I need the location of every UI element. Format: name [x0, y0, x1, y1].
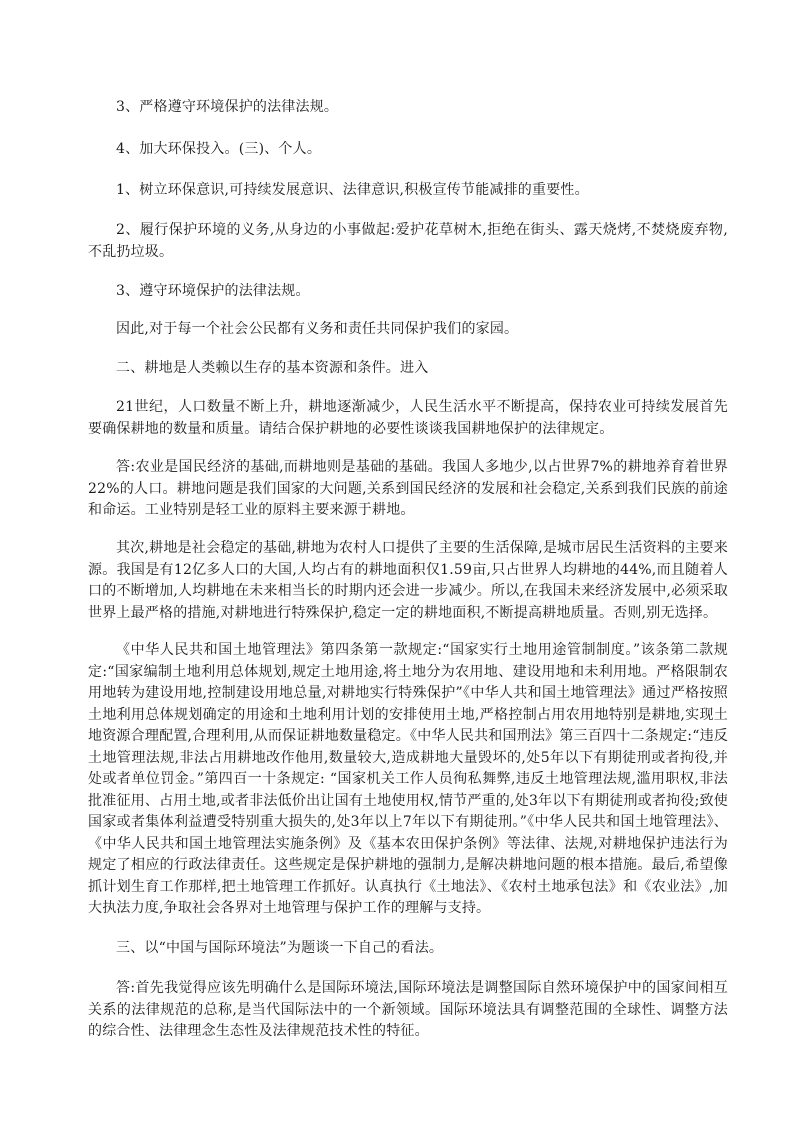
paragraph-10: 其次,耕地是社会稳定的基础,耕地为农村人口提供了主要的生活保障,是城市居民生活资料的主要来源。我国是有12亿多人口的大国,人均占有的耕地面积仅1.59亩,只占世界人均耕地的44%,而且随着人口的不断增加,人均耕地在未来相当长的时期内还会进一步减少。所以,在我国未来经济发展中,必须采取世界上最严格的措施,对耕地进行特殊保护,稳定一定的耕地面积,不断提高耕地质量。否则,别无选择。 — [88, 540, 728, 621]
paragraph-13: 答:首先我觉得应该先明确什么是国际环境法,国际环境法是调整国际自然环境保护中的国家间相互关系的法律规范的总称,是当代国际法中的一个新领域。国际环境法具有调整范围的全球性、调整方法的综合性、法律理念生态性及法律规范技术性的特征。 — [88, 980, 728, 1039]
paragraph-8: 21世纪，人口数量不断上升，耕地逐渐减少，人民生活水平不断提高，保持农业可持续发展首先要确保耕地的数量和质量。请结合保护耕地的必要性谈谈我国耕地保护的法律规定。 — [88, 399, 728, 437]
paragraph-3: 1、树立环保意识,可持续发展意识、法律意识,积极宣传节能减排的重要性。 — [116, 182, 589, 198]
section-heading-2: 二、耕地是人类赖以生存的基本资源和条件。进入 — [116, 360, 429, 376]
section-heading-3: 三、以“中国与国际环境法”为题谈一下自己的看法。 — [116, 940, 444, 956]
paragraph-2: 4、加大环保投入。(三)、个人。 — [116, 141, 322, 157]
paragraph-9: 答:农业是国民经济的基础,而耕地则是基础的基础。我国人多地少,以占世界7%的耕地养育着世界22%的人口。耕地问题是我们国家的大问题,关系到国民经济的发展和社会稳定,关系到我们民族的前途和命运。工业特别是轻工业的原料主要来源于耕地。 — [88, 459, 728, 518]
paragraph-5: 3、遵守环境保护的法律法规。 — [116, 283, 310, 299]
paragraph-6: 因此,对于每一个社会公民都有义务和责任共同保护我们的家园。 — [116, 321, 519, 337]
paragraph-11: 《中华人民共和国土地管理法》第四条第一款规定:“国家实行土地用途管制制度。”该条第二款规定:“国家编制土地利用总体规划,规定土地用途,将土地分为农用地、建设用地和未利用地。严格限制农用地转为建设用地,控制建设用地总量,对耕地实行特殊保护”《中华人共和国土地管理法》通过严格按照土地利用总体规划确定的用途和土地利用计划的安排使用土地,严格控制占用农用地特别是耕地,实现土地资源合理配置,合理利用,从而保证耕地数量稳定。《中华人民共和国刑法》第三百四十二条规定:“违反土地管理法规,非法占用耕地改作他用,数量较大,造成耕地大量毁坏的,处5年以下有期徒刑或者拘役,并处或者单位罚金。”第四百一十条规定: “国家机关工作人员徇私舞弊,违反土地管理法规,滥用职权,非法批准征用、占用土地,或者非法低价出让国有土地使用权,情节严重的,处3年以下有期徒刑或者拘役;致使国家或者集体利益遭受特别重大损失的,处3年以上7年以下有期徒刑。”《中华人民共和国土地管理法》、《中华人民共和国土地管理法实施条例》及《基本农田保护条例》等法律、法规,对耕地保护违法行为规定了相应的行政法律责任。这些规定是保护耕地的强制力,是解决耕地问题的根本措施。最后,希望像抓计划生育工作那样,把土地管理工作抓好。认真执行《土地法》、《农村土地承包法》和《农业法》,加大执法力度,争取社会各界对土地管理与保护工作的理解与支持。 — [88, 642, 728, 916]
paragraph-1: 3、严格遵守环境保护的法律法规。 — [116, 99, 339, 115]
paragraph-4: 2、履行保护环境的义务,从身边的小事做起:爱护花草树木,拒绝在街头、露天烧烤,不焚烧废弃物,不乱扔垃圾。 — [88, 222, 728, 260]
